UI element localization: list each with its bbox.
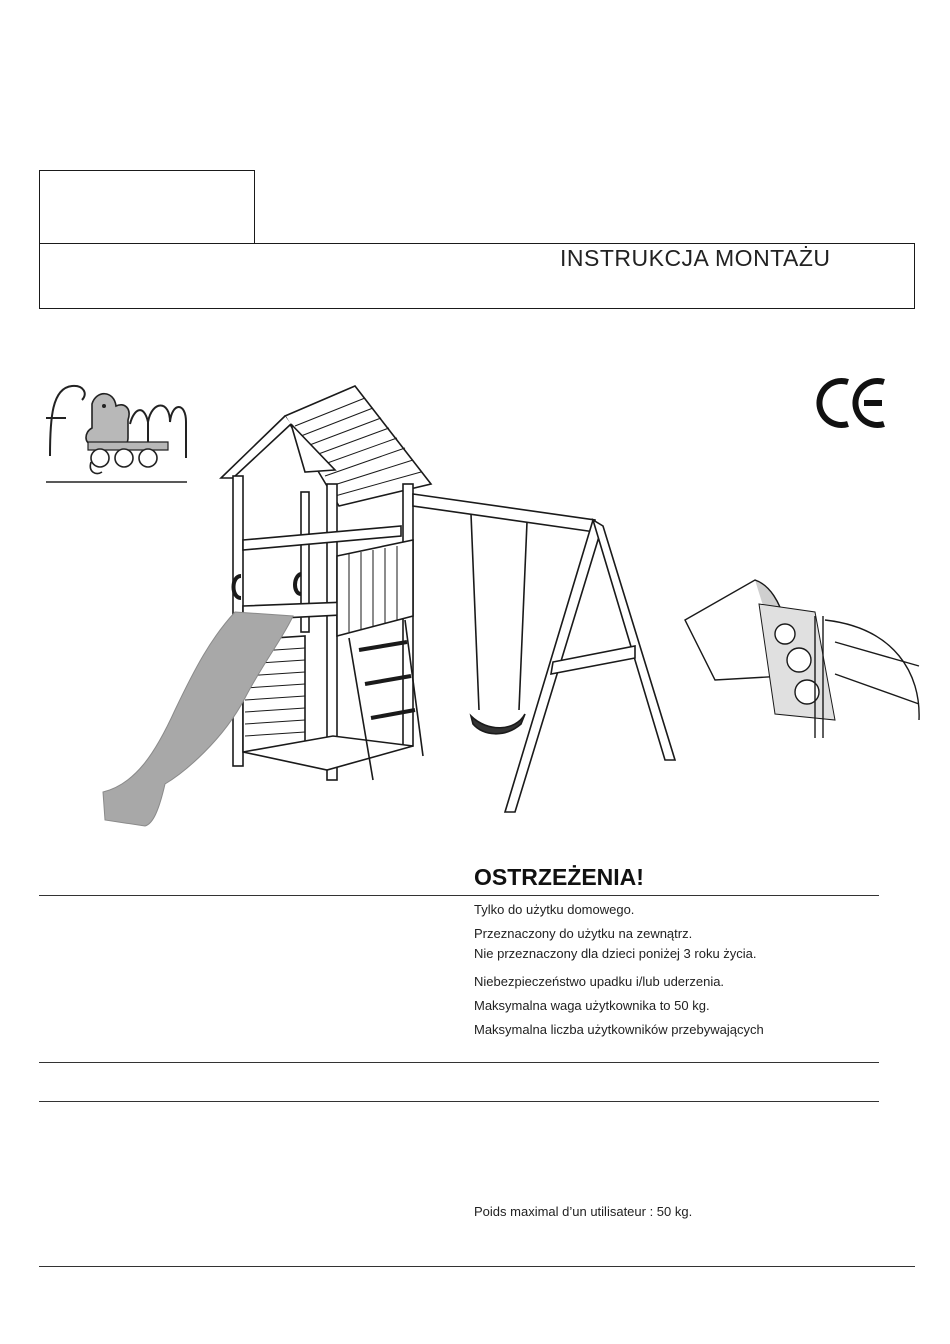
warning-line: Niebezpieczeństwo upadku i/lub uderzenia. [474, 974, 725, 989]
warning-line-french: Poids maximal d’un utilisateur : 50 kg. [474, 1204, 693, 1219]
divider-warnings-top [39, 895, 879, 896]
divider-section-2 [39, 1062, 879, 1063]
document-title: INSTRUKCJA MONTAŻU [560, 245, 831, 271]
warning-line: Nie przeznaczony dla dzieci poniżej 3 roku życia. [474, 946, 757, 961]
slide-connection-detail-icon [685, 580, 919, 738]
warning-line: Maksymalna liczba użytkowników przebywających [474, 1022, 764, 1037]
warnings-title: OSTRZEŻENIA! [474, 864, 644, 890]
warning-line: Tylko do użytku domowego. [474, 902, 635, 917]
divider-section-3 [39, 1101, 879, 1102]
divider-bottom [39, 1266, 915, 1267]
warning-line: Przeznaczony do użytku na zewnątrz. [474, 926, 693, 941]
warning-line: Maksymalna waga użytkownika to 50 kg. [474, 998, 710, 1013]
playground-tower-swing-slide-illustration [95, 380, 925, 830]
product-illustration [95, 380, 925, 830]
